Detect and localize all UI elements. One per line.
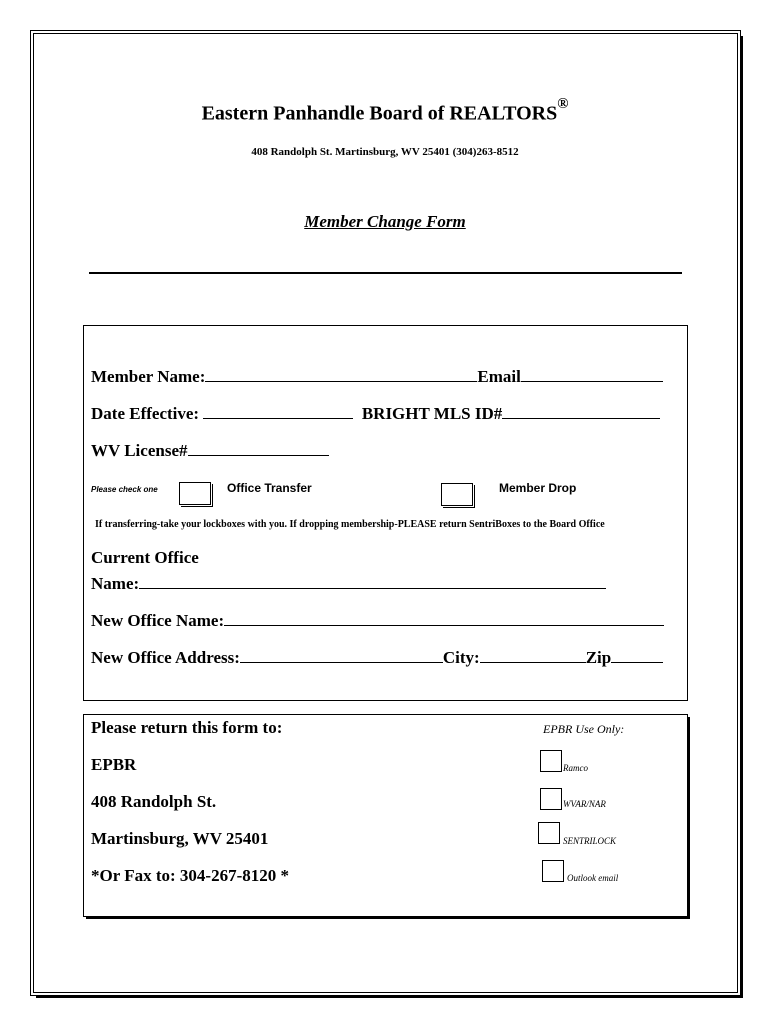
registered-mark: ®: [557, 96, 569, 112]
member-drop-label: Member Drop: [499, 481, 577, 495]
date-effective-row: [91, 402, 660, 424]
wv-license-row: [91, 439, 329, 461]
new-office-address-field[interactable]: [240, 646, 443, 663]
wv-license-label: WV License#: [91, 441, 188, 460]
sentrilock-label: SENTRILOCK: [563, 836, 617, 846]
current-office-field[interactable]: [139, 572, 606, 589]
bright-mls-label: BRIGHT MLS ID#: [361, 404, 503, 423]
sentrilock-checkbox[interactable]: [538, 822, 560, 844]
date-effective-field[interactable]: [203, 402, 353, 419]
outlook-email-label: Outlook email: [567, 873, 619, 883]
new-office-name-label: New Office Name:: [91, 611, 225, 630]
return-info-box: [83, 714, 688, 917]
zip-label: Zip: [585, 648, 612, 667]
office-use-heading: EPBR Use Only:: [543, 722, 625, 736]
bright-mls-field[interactable]: [502, 402, 660, 419]
email-label: Email: [477, 367, 521, 386]
wvar-nar-checkbox[interactable]: [540, 788, 562, 810]
office-transfer-checkbox[interactable]: [179, 482, 211, 505]
city-field[interactable]: [480, 646, 586, 663]
org-address: 408 Randolph St. Martinsburg, WV 25401 (304)263-8512: [251, 146, 519, 158]
new-office-name-field[interactable]: [224, 609, 664, 626]
current-office-label-1: Current Office: [91, 548, 199, 567]
lockbox-notice: If transferring-take your lockboxes with you. If dropping membership-PLEASE return SentriBoxes to the Board Office: [95, 519, 605, 530]
ramco-label: Ramco: [563, 763, 588, 773]
member-name-field[interactable]: [205, 365, 477, 382]
zip-field[interactable]: [611, 646, 663, 663]
outlook-email-checkbox[interactable]: [542, 860, 564, 882]
check-note: Please check one: [91, 485, 158, 494]
return-street: 408 Randolph St.: [91, 792, 217, 811]
org-title: [0, 96, 770, 126]
header-divider: [89, 272, 682, 274]
date-effective-label: Date Effective:: [91, 404, 200, 423]
member-name-label: Member Name:: [91, 367, 206, 386]
current-office-row: [91, 572, 606, 594]
city-label: City:: [442, 648, 480, 667]
current-office-label-2: Name:: [91, 574, 140, 593]
org-name: Eastern Panhandle Board of REALTORS: [201, 102, 558, 125]
return-name: EPBR: [91, 755, 137, 774]
ramco-checkbox[interactable]: [540, 750, 562, 772]
return-heading: Please return this form to:: [91, 718, 283, 737]
member-name-row: [91, 365, 663, 387]
new-office-name-row: [91, 609, 664, 631]
new-office-address-label: New Office Address:: [91, 648, 240, 667]
office-transfer-label: Office Transfer: [227, 481, 312, 495]
wv-license-field[interactable]: [188, 439, 329, 456]
return-city: Martinsburg, WV 25401: [91, 829, 269, 848]
email-field[interactable]: [521, 365, 663, 382]
wvar-nar-label: WVAR/NAR: [563, 799, 606, 809]
form-title: Member Change Form: [304, 212, 466, 231]
new-office-address-row: [91, 646, 663, 668]
member-drop-checkbox[interactable]: [441, 483, 473, 506]
return-fax: *Or Fax to: 304-267-8120 *: [91, 866, 289, 885]
